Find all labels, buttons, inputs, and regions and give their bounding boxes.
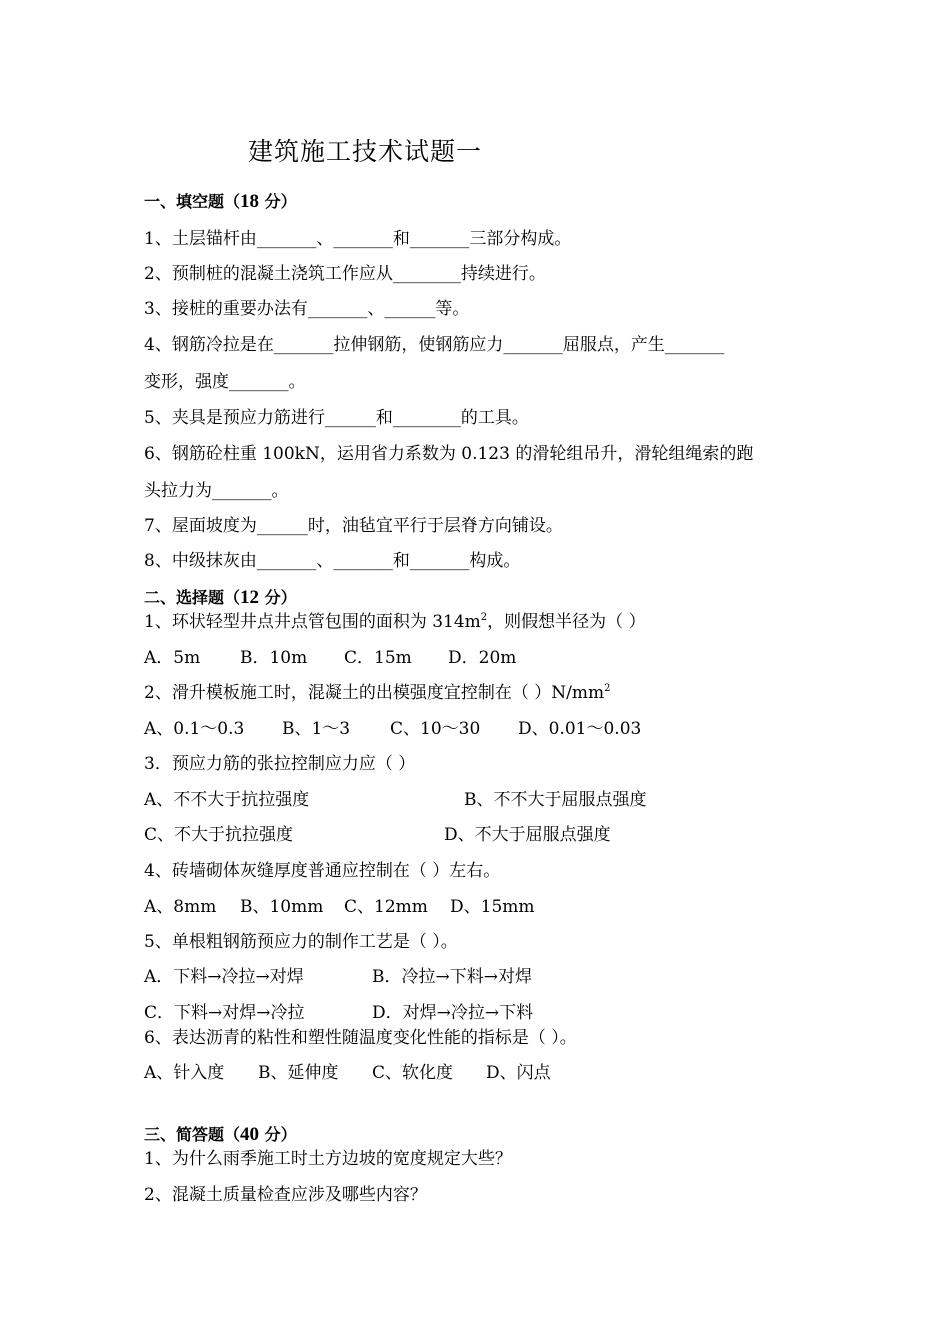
section-fill-label: 一、填空题（ [144,192,241,211]
section-short-heading [144,1124,297,1146]
fill-question-6-line2: 头拉力为_______。 [144,481,289,501]
fill-question-3: 3、接桩的重要办法有_______、______等。 [144,299,470,319]
section-choice-suffix: 分） [259,588,297,607]
choice-4-option-d: D、15mm [450,897,535,917]
section-short-label: 三、简答题（ [144,1125,241,1144]
choice-3-option-c: C、不大于抗拉强度 [144,825,294,845]
section-choice-label: 二、选择题（ [144,588,241,607]
fill-question-8: 8、中级抹灰由_______、_______和_______构成。 [144,551,521,571]
choice-question-4: 4、砖墙砌体灰缝厚度普通应控制在（ ）左右。 [144,861,501,881]
choice-2-option-b: B、1～3 [282,719,351,739]
section-fill-heading [144,191,297,213]
fill-question-6-line1: 6、钢筋砼柱重 100kN，运用省力系数为 0.123 的滑轮组吊升，滑轮组绳索的跑 [144,444,754,464]
choice-5-option-c: C．下料→对焊→冷拉 [144,1003,305,1023]
section-choice-heading [144,587,297,609]
choice-3-option-b: B、不不大于屈服点强度 [464,790,647,810]
choice-5-option-d: D．对焊→冷拉→下料 [372,1003,534,1023]
choice-question-2-sup: 2 [604,683,611,694]
choice-question-3: 3．预应力筋的张拉控制应力应（ ） [144,754,416,774]
fill-question-7: 7、屋面坡度为______时，油毡宜平行于层脊方向铺设。 [144,516,563,536]
choice-6-option-b: B、延伸度 [258,1063,339,1083]
choice-1-option-a: A．5m [144,648,201,668]
choice-question-1-text: 1、环状轻型井点井点管包围的面积为 314m [144,612,481,632]
choice-4-option-b: B、10mm [240,897,324,917]
short-question-2: 2、混凝土质量检查应涉及哪些内容？ [144,1185,427,1205]
choice-question-1-sup: 2 [480,612,488,623]
choice-3-option-a: A、不不大于抗拉强度 [144,790,310,810]
choice-6-option-c: C、软化度 [372,1063,454,1083]
choice-2-option-c: C、10～30 [390,719,481,739]
choice-3-option-d: D、不大于屈服点强度 [444,825,611,845]
choice-question-1-end: ，则假想半径为（ ） [487,612,646,632]
choice-1-option-b: B．10m [240,648,308,668]
choice-question-5: 5、单根粗钢筋预应力的制作工艺是（ ）。 [144,932,458,952]
fill-question-4-line1: 4、钢筋冷拉是在_______拉伸钢筋，使钢筋应力_______屈服点，产生_______ [144,335,725,355]
choice-6-option-a: A、针入度 [144,1063,225,1083]
section-fill-score: 18 [240,191,260,212]
page-title: 建筑施工技术试题一 [248,137,483,166]
fill-question-4-line2: 变形，强度_______。 [144,372,306,392]
short-question-1: 1、为什么雨季施工时土方边坡的宽度规定大些？ [144,1149,512,1169]
section-choice-score: 12 [240,587,260,608]
choice-4-option-a: A、8mm [144,897,217,917]
choice-2-option-d: D、0.01～0.03 [518,719,642,739]
section-fill-suffix: 分） [259,192,297,211]
choice-question-6: 6、表达沥青的粘性和塑性随温度变化性能的指标是（ ）。 [144,1028,577,1048]
section-short-suffix: 分） [259,1125,297,1144]
fill-question-5: 5、夹具是预应力筋进行______和________的工具。 [144,408,529,428]
choice-question-2-text: 2、滑升模板施工时，混凝土的出模强度宜控制在（ ）N/mm [144,683,605,703]
choice-1-option-d: D．20m [448,648,517,668]
choice-1-option-c: C．15m [344,648,412,668]
choice-4-option-c: C、12mm [344,897,428,917]
choice-question-1 [144,611,646,633]
choice-2-option-a: A、0.1～0.3 [144,719,245,739]
choice-5-option-b: B．冷拉→下料→对焊 [372,967,532,987]
section-short-score: 40 [240,1124,260,1145]
fill-question-2: 2、预制桩的混凝土浇筑工作应从________持续进行。 [144,264,546,284]
fill-question-1: 1、土层锚杆由_______、_______和_______三部分构成。 [144,229,572,249]
choice-5-option-a: A．下料→冷拉→对焊 [144,967,304,987]
choice-6-option-d: D、闪点 [486,1063,551,1083]
choice-question-2 [144,682,610,704]
